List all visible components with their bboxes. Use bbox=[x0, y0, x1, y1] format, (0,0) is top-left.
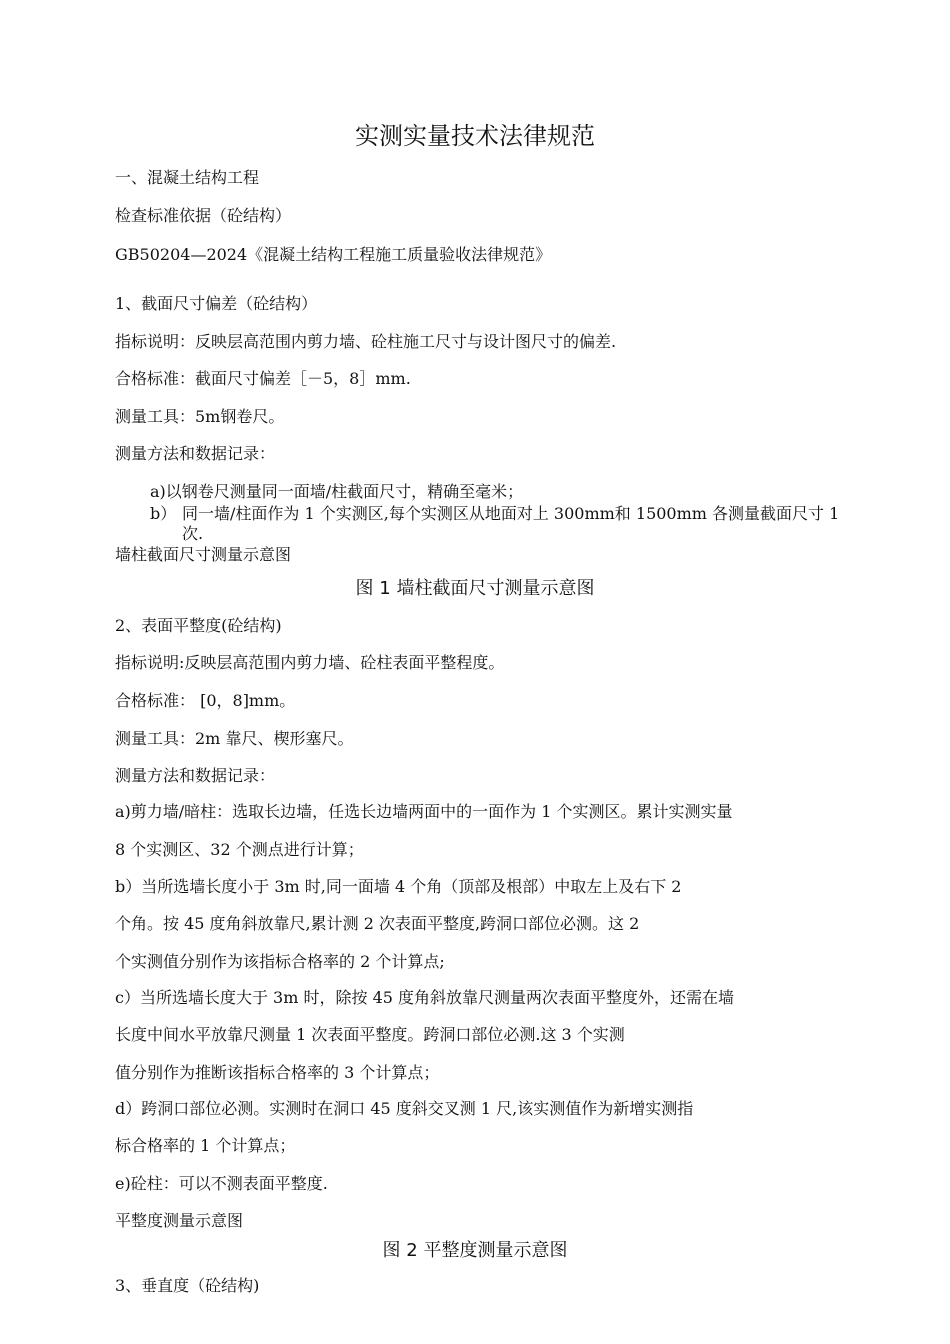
item1-standard: 合格标准：截面尺寸偏差［－5，8］mm. bbox=[115, 369, 411, 388]
item2-standard: 合格标准： [0，8]mm。 bbox=[115, 691, 296, 710]
item1-diagram-label: 墙柱截面尺寸测量示意图 bbox=[115, 545, 292, 564]
item2-method-line: a)剪力墙/暗柱：选取长边墙，任选长边墙两面中的一面作为 1 个实测区。累计实测实量 bbox=[115, 802, 733, 821]
item1-step-b-mark: b） bbox=[150, 504, 177, 523]
document-title: 实测实量技术法律规范 bbox=[355, 122, 595, 150]
item2-tool: 测量工具：2m 靠尺、楔形塞尺。 bbox=[115, 729, 354, 748]
item1-indicator: 指标说明：反映层高范围内剪力墙、砼柱施工尺寸与设计图尺寸的偏差. bbox=[115, 332, 617, 351]
item2-diagram-label: 平整度测量示意图 bbox=[115, 1211, 244, 1230]
item2-method-line: e)砼柱：可以不测表面平整度. bbox=[115, 1174, 328, 1193]
item2-method-line: 个角。按 45 度角斜放靠尺,累计测 2 次表面平整度,跨洞口部位必测。这 2 bbox=[115, 914, 640, 933]
item2-method-line: c）当所选墙长度大于 3m 时，除按 45 度角斜放靠尺测量两次表面平整度外，还需在墙 bbox=[115, 988, 735, 1007]
figure2-caption: 图 2 平整度测量示意图 bbox=[382, 1240, 568, 1261]
item1-heading: 1、截面尺寸偏差（砼结构） bbox=[115, 294, 318, 313]
item1-method-label: 测量方法和数据记录： bbox=[115, 444, 276, 463]
section-heading-concrete: 一、混凝土结构工程 bbox=[115, 168, 260, 187]
item2-method-line: d）跨洞口部位必测。实测时在洞口 45 度斜交叉测 1 尺,该实测值作为新增实测指 bbox=[115, 1099, 694, 1118]
item2-method-line: 值分别作为推断该指标合格率的 3 个计算点； bbox=[115, 1063, 440, 1082]
item2-indicator: 指标说明:反映层高范围内剪力墙、砼柱表面平整程度。 bbox=[115, 653, 505, 672]
item1-step-a: a)以钢卷尺测量同一面墙/柱截面尺寸，精确至毫米； bbox=[150, 482, 524, 501]
item1-step-b bbox=[150, 504, 850, 544]
item1-step-b-text: 同一墙/柱面作为 1 个实测区,每个实测区从地面对上 300mm和 1500mm 各测量截面尺寸 1 次. bbox=[182, 504, 840, 543]
figure1-caption: 图 1 墙柱截面尺寸测量示意图 bbox=[355, 578, 595, 599]
item3-heading: 3、垂直度（砼结构) bbox=[115, 1276, 260, 1295]
inspection-basis-standard: GB50204—2024《混凝土结构工程施工质量验收法律规范》 bbox=[115, 245, 552, 264]
item2-heading: 2、表面平整度(砼结构) bbox=[115, 616, 282, 635]
item2-method-line: 长度中间水平放靠尺测量 1 次表面平整度。跨洞口部位必测.这 3 个实测 bbox=[115, 1025, 625, 1044]
item2-method-line: 标合格率的 1 个计算点； bbox=[115, 1136, 296, 1155]
item2-method-label: 测量方法和数据记录： bbox=[115, 766, 276, 785]
item2-method-line: 8 个实测区、32 个测点进行计算； bbox=[115, 840, 364, 859]
inspection-basis-label: 检查标准依据（砼结构） bbox=[115, 206, 292, 225]
item2-method-line: b）当所选墙长度小于 3m 时,同一面墙 4 个角（顶部及根部）中取左上及右下 2 bbox=[115, 877, 682, 896]
item1-tool: 测量工具：5m钢卷尺。 bbox=[115, 407, 285, 426]
item2-method-line: 个实测值分别作为该指标合格率的 2 个计算点; bbox=[115, 952, 445, 971]
